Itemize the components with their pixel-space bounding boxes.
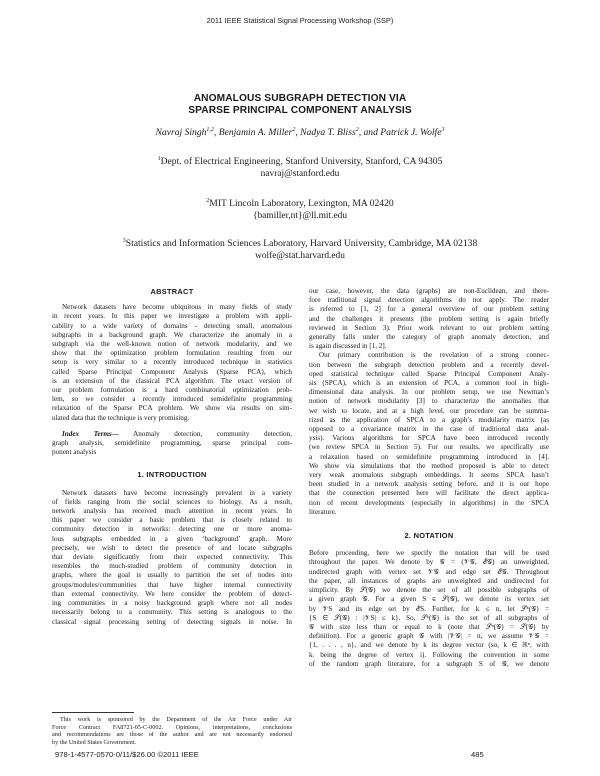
author-name: Navraj Singh — [155, 127, 207, 139]
author-list: Navraj Singh$^{1,2}$, Benjamin A. Miller$^2$, Nadya T. Bliss$^2$, and Patrick J. Wolfe$^3$ — [155, 127, 445, 139]
affiliation-email: navraj@stanford.edu — [260, 169, 340, 180]
text-line: undirected graph with vertex set 𝒱𝒢 and edge set ℰ𝒢. Throughout — [309, 567, 549, 576]
text-line: that the connection presented here will facilitate the direct applica- — [309, 489, 549, 498]
text-line: {S ∈ 𝒮(𝒢) : |𝒱S| ≤ k}. So, 𝒮ᵏ(𝒢) is the set of all subgraphs of — [309, 613, 549, 622]
footer-isbn: 978-1-4577-0570-0/11/$26.00 ©2011 IEEE — [55, 750, 199, 759]
text-line: community detection in networks: detecting one or more anoma- — [52, 525, 292, 534]
affiliation-name: Dept. of Electrical Engineering, Stanford University, Stanford, CA 94305 — [160, 156, 443, 168]
text-line: a given graph 𝒢. For a given S ∈ 𝒮(𝒢), we denote its vertex set — [309, 595, 549, 604]
text-line: our problem formulation is a hard combinatorial optimization prob- — [52, 386, 292, 395]
text-line: of fields ranging from the social sciences to biology. As a result, — [52, 497, 292, 506]
text-line: show that the optimization problem formulation resulting from our — [52, 349, 292, 358]
text-line: network analysis has received much attention in recent years. In — [52, 507, 292, 516]
left-column — [52, 287, 292, 627]
affiliation-sup: 3 — [122, 238, 126, 244]
text-line: throughout the paper. We denote by 𝒢 = (𝒱𝒢, ℰ𝒢) an unweighted, — [309, 558, 549, 567]
text-line: resembles the much-studied problem of community detection in — [52, 562, 292, 571]
text-line: very weak anomalous subgraph embeddings. It seems SPCA hasn’t — [309, 471, 549, 480]
title-line-2: SPARSE PRINCIPAL COMPONENT ANALYSIS — [188, 105, 412, 116]
text-line: rized as the application of SPCA to a graph’s modularity matrix (as — [309, 415, 549, 424]
text-line: definition). For a generic graph 𝒢 with |𝒱𝒢| = n, we assume 𝒱𝒢 = — [309, 632, 549, 641]
text-line: kᵢ being the degree of vertex i). Following the convention in some — [309, 650, 549, 659]
author-name: Patrick J. Wolfe — [380, 127, 442, 139]
text-line: This work is sponsored by the Department of the Air Force under Air — [60, 716, 292, 723]
index-terms-first-line: Index Terms— Anomaly detection, community detection, — [62, 429, 292, 438]
text-line: {1, . . . , n}, and we denote by k its degree vector (so, k ∈ ℝⁿ, with — [309, 641, 549, 650]
index-terms — [52, 430, 292, 458]
text-line: Force Contract FA8721-05-C-0002. Opinions, interpretations, conclusions — [52, 723, 292, 731]
affiliation-sup: 1 — [157, 156, 161, 162]
text-line: necessarily belong to a community. This setting is analogous to the — [52, 608, 292, 617]
text-line: in recent years. In this paper we investigate a problem with appli- — [52, 312, 292, 321]
notation-body — [309, 549, 549, 669]
text-line: opposed to a covariance matrix in the case of traditional data anal- — [309, 425, 549, 434]
author-sup: 2 — [355, 127, 359, 133]
affiliation-1 — [0, 153, 600, 180]
text-line: we wish to locate, and at a high level, our procedure can be summa- — [309, 406, 549, 415]
text-line: lous subgraphs embedded in a given ‘background’ graph. More — [52, 534, 292, 543]
text-line: groups/modules/communities that have higher internal connectivity — [52, 580, 292, 589]
affiliation-email: {bamiller,nt}@ll.mit.edu — [252, 211, 348, 222]
footnote-rule — [52, 712, 134, 713]
text-line: fore traditional signal detection algorithms do not apply. The reader — [309, 296, 549, 305]
author-sup: 2 — [292, 127, 296, 133]
text-line: Network datasets have become ubiquitous in many fields of study — [62, 303, 292, 312]
text-line: ulated data that the technique is very promising. — [52, 413, 190, 422]
text-line: 𝒢 with size less than or equal to k (note that 𝒮ⁿ(𝒢) = 𝒮(𝒢) by — [309, 622, 549, 631]
text-line: oped statistical technique called Sparse Principal Component Analy- — [309, 369, 549, 378]
affiliation-sup: 2 — [206, 198, 210, 204]
author-name: Benjamin A. Miller — [218, 127, 293, 139]
text-line: the paper, all instances of graphs are unweighted and undirected for — [309, 576, 549, 585]
right-column — [309, 287, 549, 669]
text-line: We show via simulations that the method proposed is able to detect — [309, 461, 549, 470]
text-line: is an extension of the classical PCA algorithm. The exact version of — [52, 376, 292, 385]
text-line: sis (SPCA), which is an extension of PCA, a common tool in high- — [309, 379, 549, 388]
introduction-body — [52, 489, 292, 627]
author-sup: 1,2 — [206, 127, 214, 133]
text-line: tion of recent developments (especially in algorithms) in the SPCA — [309, 498, 549, 507]
body-paragraph — [309, 351, 549, 517]
text-line: of the random graph literature, for a subgraph S of 𝒢, we denote — [309, 659, 549, 668]
text-line: notion of network modularity [3] to characterize the anomalies that — [309, 397, 549, 406]
text-line: our case, however, the data (graphs) are non-Euclidean, and there- — [309, 287, 549, 295]
text-line: ponent analysis — [52, 448, 97, 457]
text-line: and the challenges it presents (the problem setting is again briefly — [309, 314, 549, 323]
text-line: setup is very similar to a recently introduced technique in statistics — [52, 358, 292, 367]
text-line: subgraph via the well-known notion of network modularity, and we — [52, 340, 292, 349]
text-line: ysis). Various algorithms for SPCA have been introduced recently — [309, 434, 549, 443]
text-line: called Sparse Principal Component Analysis (Sparse PCA), which — [52, 367, 292, 376]
text-line: classical signal processing setting of detecting signals in noise. In — [52, 617, 292, 626]
abstract-heading: ABSTRACT — [150, 287, 194, 296]
text-line: subgraphs in a background graph. We characterize the anomaly in a — [52, 330, 292, 339]
affiliation-3 — [0, 235, 600, 262]
text-line: lem, so we consider a recently introduced semidefinite programming — [52, 395, 292, 404]
text-line: precisely, we wish to detect the presence of and locate subgraphs — [52, 543, 292, 552]
text-line: Our primary contribution is the revelation of a strong connec- — [319, 351, 549, 360]
text-line: cability to a wide variety of domains - detecting small, anomalous — [52, 321, 292, 330]
text-line: graphs, where the goal is usually to partition the set of nodes into — [52, 571, 292, 580]
text-line: by the United States Government. — [52, 738, 137, 746]
text-line: been studied in a network analysis setting before, and it is our hope — [309, 480, 549, 489]
introduction-heading: 1. INTRODUCTION — [137, 470, 207, 480]
affiliation-email: wolfe@stat.harvard.edu — [255, 251, 345, 262]
conference-header: 2011 IEEE Statistical Signal Processing Workshop (SSP) — [206, 16, 394, 25]
footnote — [52, 716, 292, 746]
notation-heading: 2. NOTATION — [404, 531, 454, 541]
text-line: that deviate significantly from their expected connectivity. This — [52, 553, 292, 562]
paper-title — [0, 93, 600, 117]
text-line: generally falls under the category of graph anomaly detection, and — [309, 333, 549, 342]
text-line: graph analysis, semidefinite programming, sparse principal com- — [52, 439, 292, 448]
text-line: by 𝒱S and its edge set by ℰS. Further, for k ≤ n, let 𝒮ᵏ(𝒢) = — [309, 604, 549, 613]
text-line: and recommendations are those of the author and are not necessarily endorsed — [52, 731, 292, 739]
affiliation-name: MIT Lincoln Laboratory, Lexington, MA 02420 — [209, 198, 394, 210]
text-line: Network datasets have become increasingly prevalent in a variety — [62, 488, 292, 497]
text-line: simplicity. By 𝒮(𝒢) we denote the set of all possible subgraphs of — [309, 586, 549, 595]
page-number: 485 — [471, 750, 484, 759]
index-terms-label: Index Terms— — [62, 429, 119, 438]
text-line: relaxation of the Sparse PCA problem. We show via results on sim- — [52, 404, 292, 413]
text-line: a relaxation based on semidefinite programming introduced in [4]. — [309, 452, 549, 461]
abstract-body — [52, 303, 292, 423]
affiliation-name: Statistics and Information Sciences Laboratory, Harvard University, Cambridge, MA 02138 — [125, 238, 478, 250]
text-line: dimensional data analysis. In our problem setup, we use Newman’s — [309, 388, 549, 397]
text-line: is again discussed in [1, 2]. — [309, 342, 387, 351]
text-line: literature. — [309, 507, 337, 516]
text-line: than external connectivity. We here consider the problem of detect- — [52, 589, 292, 598]
text-line: this paper we consider a basic problem that is closely related to — [52, 516, 292, 525]
body-paragraph — [309, 287, 549, 351]
text-line: tion between the subgraph detection problem and a recently devel- — [309, 360, 549, 369]
text-line: Before proceeding, here we specify the notation that will be used — [309, 549, 549, 558]
author-sup: 3 — [441, 127, 445, 133]
author-name: Nadya T. Bliss — [300, 127, 356, 139]
text-line: reviewed in Section 3). Prior work relevant to our problem setting — [309, 323, 549, 332]
text-line: (we review SPCA in Section 5). For our results, we specifically use — [309, 443, 549, 452]
affiliation-2 — [0, 195, 600, 222]
title-line-1: ANOMALOUS SUBGRAPH DETECTION VIA — [193, 93, 407, 104]
text-line: ing communities in a noisy background graph where not all nodes — [52, 599, 292, 608]
text-line: is referred to [1, 2] for a general overview of our problem setting — [309, 305, 549, 314]
